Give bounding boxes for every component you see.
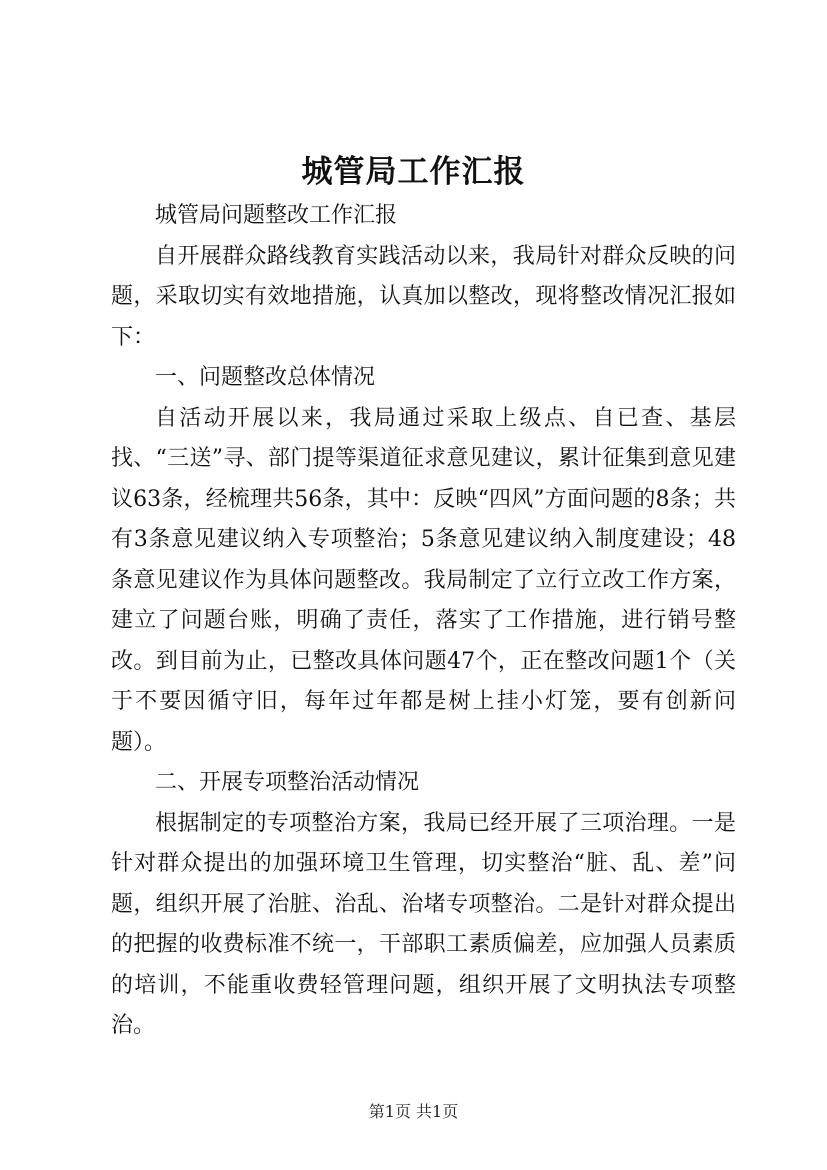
document-body — [111, 196, 736, 1047]
intro-paragraph: 自开展群众路线教育实践活动以来，我局针对群众反映的问题，采取切实有效地措施，认真加以整改，现将整改情况汇报如下： — [111, 243, 736, 350]
section-2-paragraph: 根据制定的专项整治方案，我局已经开展了三项治理。一是针对群众提出的加强环境卫生管理，切实整治“脏、乱、差”问题，组织开展了治脏、治乱、治堵专项整治。二是针对群众提出的把握的收费标准不统一，干部职工素质偏差，应加强人员素质的培训，不能重收费轻管理问题，组织开展了文明执法专项整治。 — [111, 810, 736, 1038]
section-heading-2: 二、开展专项整治活动情况 — [155, 770, 420, 795]
section-1-paragraph: 自活动开展以来，我局通过采取上级点、自已查、基层找、“三送”寻、部门提等渠道征求意见建议，累计征集到意见建议63条，经梳理共56条，其中：反映“四风”方面问题的8条；共有3条意见建议纳入专项整治；5条意见建议纳入制度建设；48条意见建议作为具体问题整改。我局制定了立行立改工作方案，建立了问题台账，明确了责任，落实了工作措施，进行销号整改。到目前为止，已整改具体问题47个，正在整改问题1个（关于不要因循守旧，每年过年都是树上挂小灯笼，要有创新问题）。 — [111, 405, 736, 755]
document-title: 城管局工作汇报 — [301, 154, 526, 190]
section-heading-1: 一、问题整改总体情况 — [155, 365, 376, 390]
subtitle-paragraph: 城管局问题整改工作汇报 — [155, 203, 398, 228]
page-footer: 第1页 共1页 — [368, 1102, 459, 1121]
